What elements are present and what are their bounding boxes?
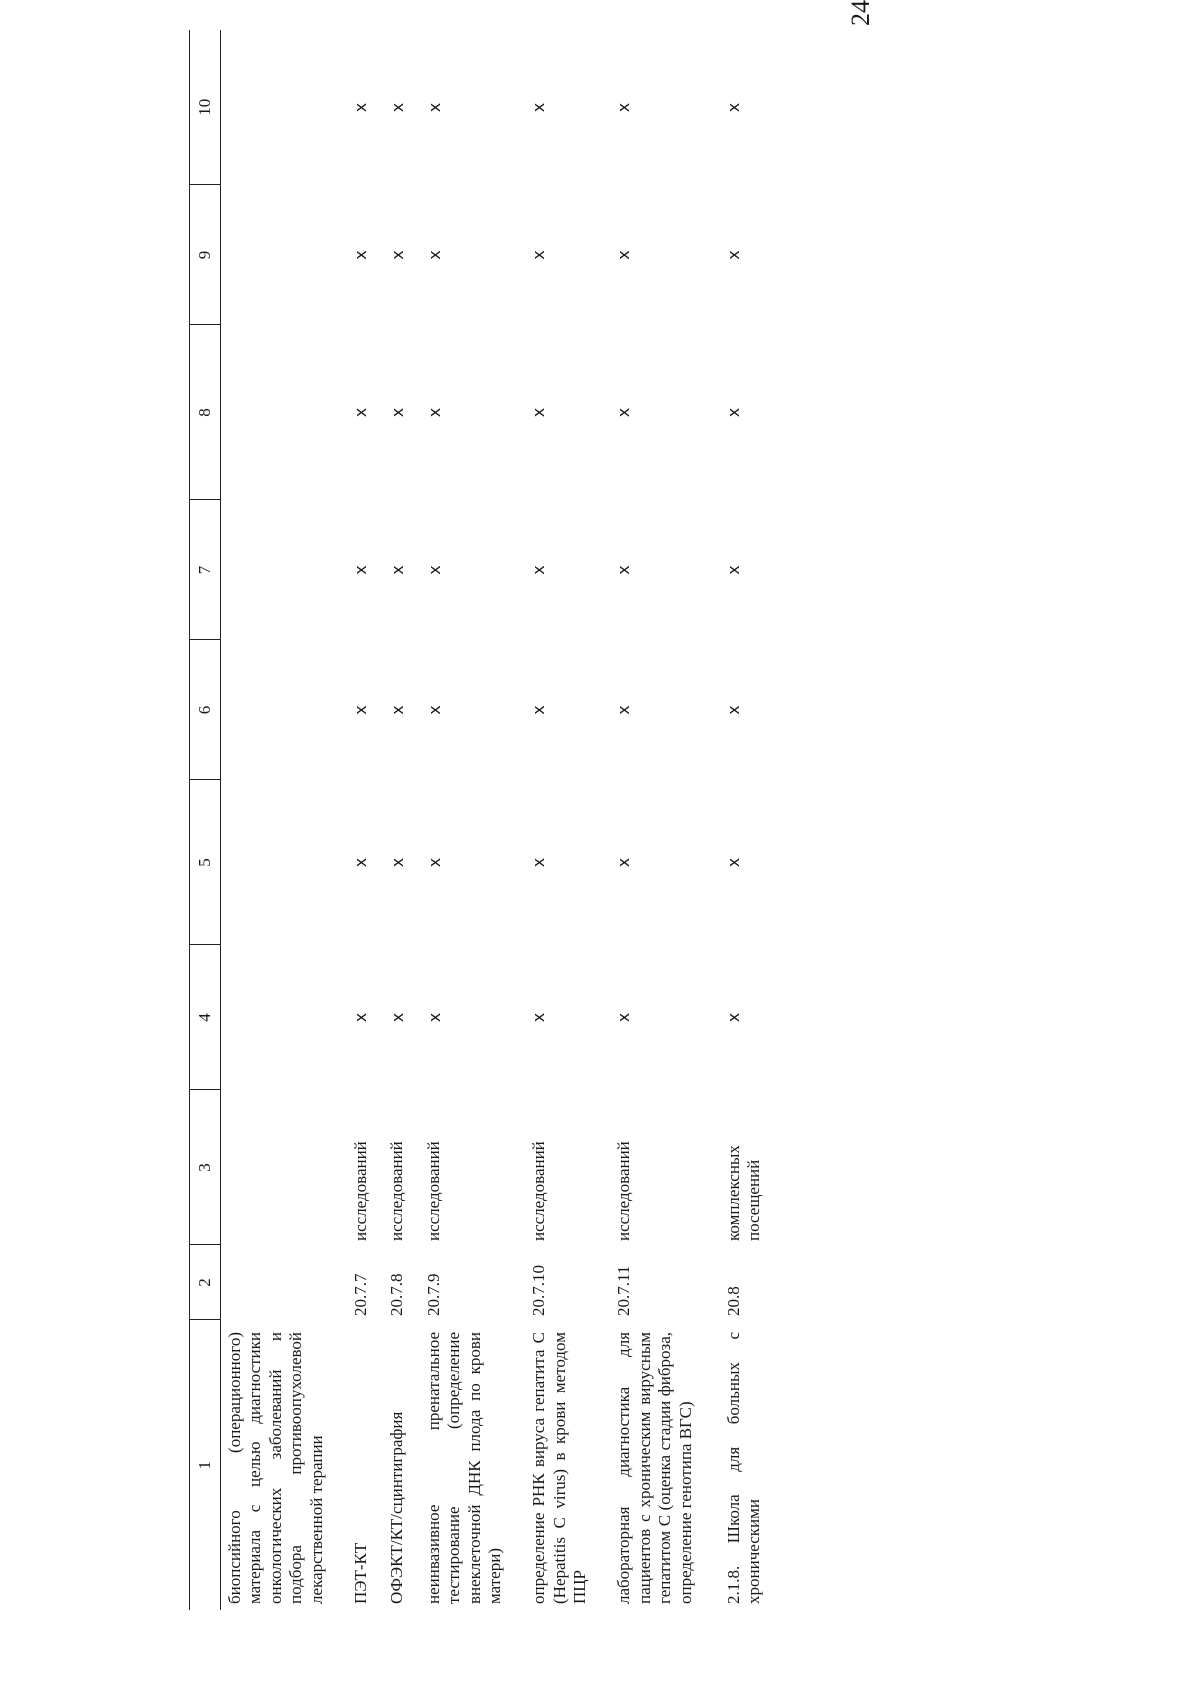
cell-mark [221,640,335,780]
cell-mark: x [424,102,444,113]
table-row [704,30,773,1610]
cell-mark: x [724,565,744,575]
column-header-2: 2 [190,1245,221,1320]
cell-mark: x [424,565,444,575]
cell-mark: x [614,857,634,868]
cell-unit: комплексных посещений [724,1145,764,1241]
cell-mark [221,30,335,185]
cell-unit: исследований [614,1141,634,1241]
cell-name: ОФЭКТ/КТ/сцинтиграфия [387,1411,407,1604]
cell-mark: x [724,1012,744,1023]
cell-mark: x [388,705,408,715]
cell-mark: x [388,565,408,575]
cell-mark: x [350,705,370,715]
cell-mark: x [724,857,744,868]
column-header-9: 9 [190,185,221,325]
table-row [335,30,379,1610]
cell-mark: x [424,705,444,715]
cell-mark [221,500,335,640]
page-number: 24 [846,0,875,26]
column-header-1: 1 [190,1320,221,1610]
cell-mark [221,945,335,1090]
cell-mark: x [529,102,549,113]
cell-mark: x [350,250,370,260]
cell-mark [221,325,335,500]
cell-name: определение РНК вируса гепатита C (Hepatitis C virus) в крови методом ПЦР [529,1332,590,1604]
cell-unit: исследований [387,1141,407,1241]
data-table [189,30,773,1610]
column-header-8: 8 [190,325,221,500]
column-header-3: 3 [190,1090,221,1245]
table-row [221,30,335,1610]
table-container [189,30,999,1610]
table-row [379,30,415,1610]
cell-mark: x [614,705,634,715]
column-header-4: 4 [190,945,221,1090]
cell-name: неинвазивное пренатальное тестирование (определение внеклеточной ДНК плода по крови матери) [423,1332,504,1604]
cell-unit [221,1090,335,1245]
column-header-5: 5 [190,780,221,945]
cell-code: 20.7.8 [387,1273,407,1316]
cell-code: 20.8 [724,1286,744,1316]
cell-name: биопсийного (операционного) материала с целью диагностики онкологических заболеваний и подбора противоопухолевой лекарственной терапии [225,1332,326,1604]
cell-name: лабораторная диагностика для пациентов с хроническим вирусным гепатитом C (оценка стадии фиброза, определение генотипа ВГС) [614,1332,695,1604]
cell-mark: x [529,857,549,868]
cell-code: 20.7.10 [529,1265,549,1316]
cell-mark: x [350,1012,370,1023]
cell-code: 20.7.9 [423,1273,443,1316]
cell-mark: x [424,250,444,260]
cell-code: 20.7.7 [350,1273,370,1316]
column-header-10: 10 [190,30,221,185]
cell-mark: x [614,102,634,113]
cell-mark: x [350,857,370,868]
cell-mark: x [529,1012,549,1023]
cell-mark: x [350,407,370,418]
cell-mark: x [529,705,549,715]
cell-name: 2.1.8. Школа для больных с хроническими [724,1332,764,1604]
cell-mark: x [350,565,370,575]
cell-mark: x [350,102,370,113]
cell-mark: x [424,1012,444,1023]
cell-mark: x [529,407,549,418]
cell-code: 20.7.11 [614,1265,634,1316]
table-row [416,30,514,1610]
cell-mark: x [614,407,634,418]
cell-mark: x [614,250,634,260]
cell-unit: исследований [423,1141,443,1241]
cell-mark: x [724,705,744,715]
table-row [513,30,598,1610]
cell-unit: исследований [529,1141,549,1241]
cell-mark: x [529,565,549,575]
cell-mark: x [388,1012,408,1023]
cell-mark: x [614,1012,634,1023]
cell-code [221,1245,335,1320]
cell-mark: x [724,102,744,113]
cell-mark: x [388,407,408,418]
cell-mark: x [724,250,744,260]
cell-mark [221,185,335,325]
cell-mark: x [388,857,408,868]
cell-mark [221,780,335,945]
cell-mark: x [724,407,744,418]
table-header-row [190,30,221,1610]
cell-mark: x [424,857,444,868]
column-header-6: 6 [190,640,221,780]
cell-mark: x [614,565,634,575]
cell-mark: x [529,250,549,260]
table-row [598,30,704,1610]
cell-unit: исследований [350,1141,370,1241]
cell-mark: x [388,250,408,260]
cell-mark: x [424,407,444,418]
column-header-7: 7 [190,500,221,640]
cell-mark: x [388,102,408,113]
cell-name: ПЭТ-КТ [350,1542,370,1604]
